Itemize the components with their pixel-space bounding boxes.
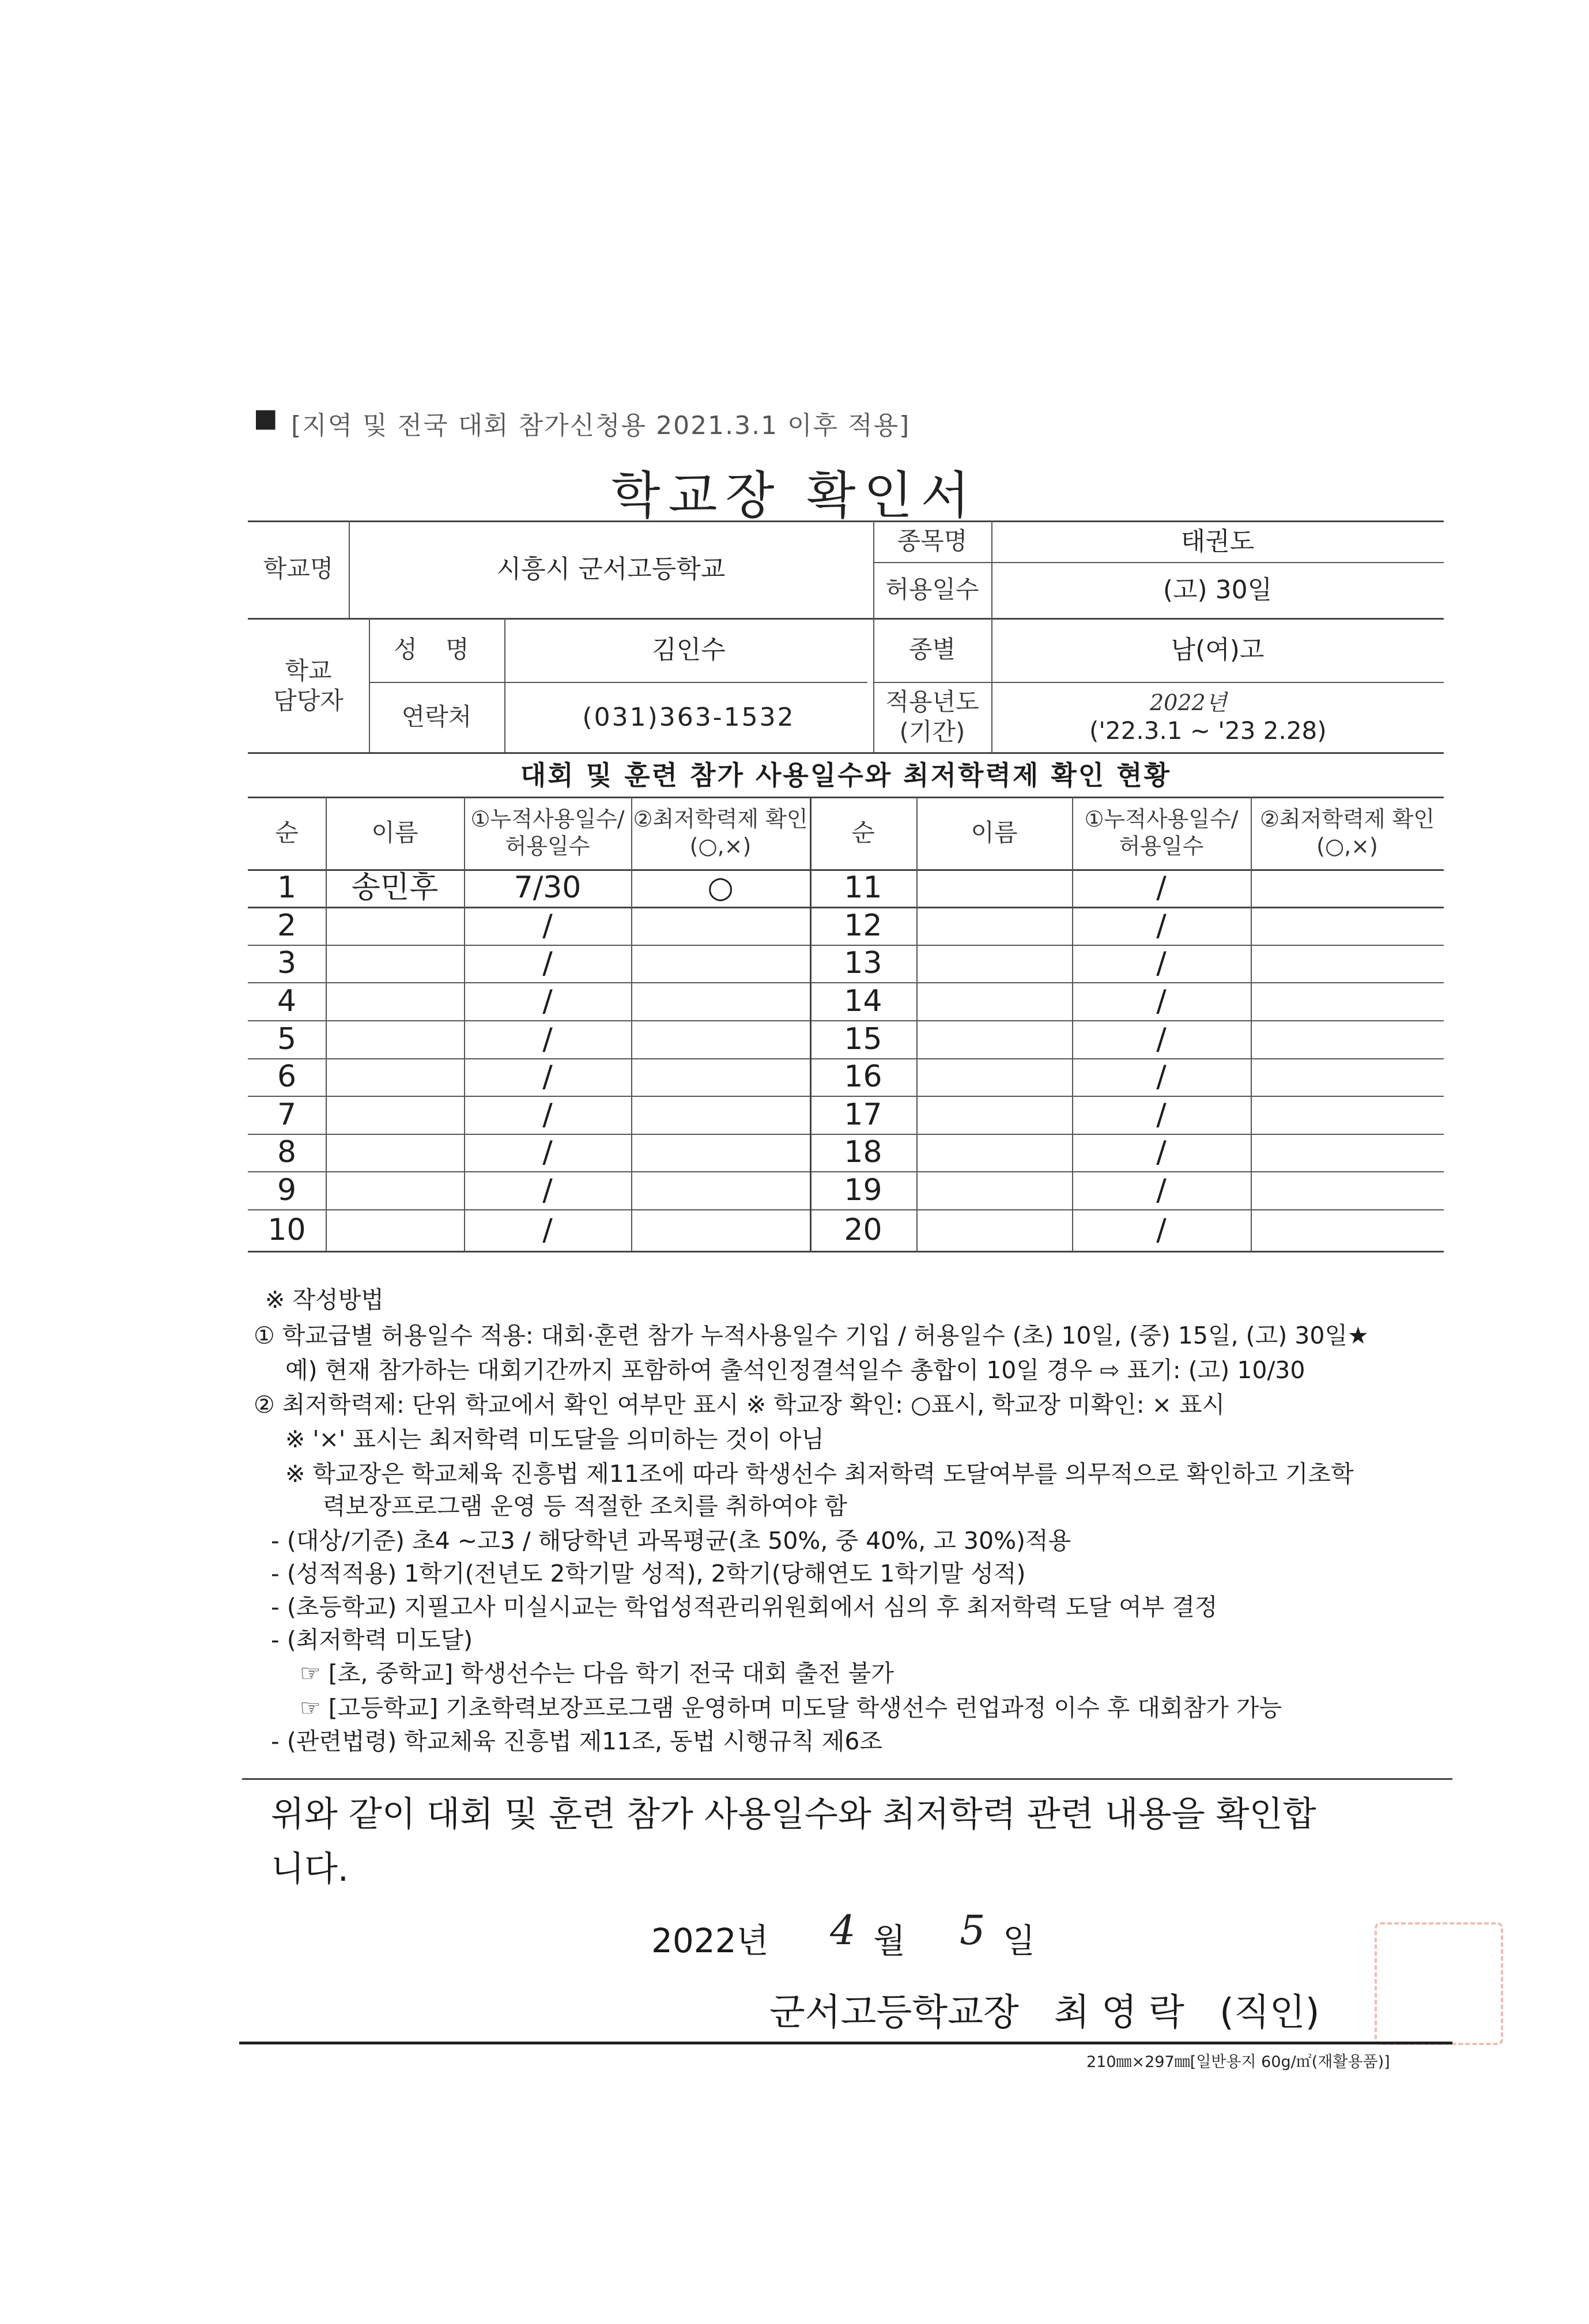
cell-no: 9 <box>277 1172 297 1208</box>
cell-no: 13 <box>844 946 882 980</box>
cell-academic <box>1251 1209 1444 1251</box>
cell-no: 18 <box>844 1135 882 1169</box>
cell-days: / <box>542 946 553 980</box>
notes-line-4: ※ '×' 표시는 최저학력 미도달을 의미하는 것이 아님 <box>285 1425 824 1453</box>
cell-days: / <box>542 1021 553 1057</box>
cell-name <box>916 1096 1072 1134</box>
gender-label: 종별 <box>908 635 956 664</box>
date-day-handwritten: 5 <box>960 1907 986 1954</box>
cell-days: / <box>542 1059 553 1094</box>
notes-line-11: ☞ [초, 중학교] 학생선수는 다음 학기 전국 대회 출전 불가 <box>300 1659 894 1687</box>
cell-no: 12 <box>844 908 882 943</box>
cell-academic <box>1251 982 1444 1020</box>
col-header-days-right: ①누적사용일수/ 허용일수 <box>1084 806 1239 859</box>
cell-name <box>326 907 464 945</box>
cell-no: 5 <box>277 1021 297 1057</box>
cell-days: / <box>1156 1059 1167 1094</box>
cell-name <box>916 1134 1072 1171</box>
cell-days: 7/30 <box>514 870 582 905</box>
cell-no: 8 <box>277 1135 297 1169</box>
allowed-days-label: 허용일수 <box>885 575 979 604</box>
notes-line-9: - (초등학교) 지필고사 미실시교는 학업성적관리위원회에서 심의 후 최저학력 도달 여부 결정 <box>271 1593 1218 1621</box>
cell-academic <box>631 982 810 1020</box>
year-label: 적용년도 (기간) <box>885 687 979 746</box>
cell-academic <box>631 1058 810 1096</box>
cell-academic <box>1251 1134 1444 1171</box>
cell-days: / <box>542 1135 553 1169</box>
confirm-line-2: 니다. <box>271 1849 349 1889</box>
cell-academic <box>631 1171 810 1209</box>
cell-days: / <box>542 983 553 1018</box>
cell-name <box>916 1209 1072 1251</box>
notes-line-1: ① 학교급별 허용일수 적용: 대회·훈련 참가 누적사용일수 기입 / 허용일수 (초) 10일, (중) 15일, (고) 30일★ <box>254 1322 1369 1349</box>
cell-name <box>326 982 464 1020</box>
cell-name <box>916 945 1072 982</box>
paper-spec: 210㎜×297㎜[일반용지 60g/㎡(재활용품)] <box>1086 2053 1390 2071</box>
cell-name <box>916 869 1072 907</box>
cell-name <box>916 1171 1072 1209</box>
phone-value: (031)363-1532 <box>582 702 795 732</box>
cell-no: 4 <box>277 983 297 1018</box>
cell-academic <box>1251 907 1444 945</box>
cell-name <box>326 1209 464 1251</box>
cell-name <box>916 1058 1072 1096</box>
cell-days: / <box>542 1172 553 1208</box>
cell-no: 16 <box>844 1059 882 1094</box>
allowed-days-value: (고) 30일 <box>1163 575 1273 605</box>
cell-days: / <box>1156 1172 1167 1208</box>
cell-days: / <box>542 1097 553 1132</box>
cell-name <box>916 907 1072 945</box>
notes-line-6: 력보장프로그램 운영 등 적절한 조치를 취하여야 함 <box>323 1492 847 1520</box>
school-label: 학교명 <box>263 554 334 583</box>
cell-name <box>326 945 464 982</box>
col-header-academic-right: ②최저학력제 확인(○,×) <box>1259 806 1435 859</box>
cell-name: 송민후 <box>351 870 439 905</box>
cell-academic <box>631 1134 810 1171</box>
year-handwritten: 2022년 <box>1150 690 1227 715</box>
name-label: 성 명 <box>394 635 480 664</box>
section-marker: ■ <box>254 403 278 433</box>
school-value: 시흥시 군서고등학교 <box>496 554 726 584</box>
cell-name <box>326 1020 464 1058</box>
cell-days: / <box>1156 1135 1167 1169</box>
cell-no: 6 <box>277 1059 297 1094</box>
phone-label: 연락처 <box>401 702 472 731</box>
cell-no: 14 <box>844 983 882 1018</box>
gender-value: 남(여)고 <box>1171 635 1265 665</box>
cell-days: / <box>1156 946 1167 980</box>
cell-name <box>326 1096 464 1134</box>
cell-academic <box>1251 1058 1444 1096</box>
cell-academic <box>631 907 810 945</box>
year-period: ('22.3.1 ~ '23 2.28) <box>1089 716 1327 745</box>
col-header-academic-left: ②최저학력제 확인(○,×) <box>633 806 808 859</box>
notes-line-8: - (성적적용) 1학기(전년도 2학기말 성적), 2학기(당해연도 1학기말 성적) <box>271 1560 1026 1587</box>
date-month-unit: 월 <box>873 1921 906 1960</box>
cell-no: 3 <box>277 946 297 980</box>
cell-academic <box>1251 869 1444 907</box>
notes-heading: ※ 작성방법 <box>265 1286 384 1314</box>
date-year: 2022년 <box>651 1921 769 1960</box>
notes-line-12: ☞ [고등학교] 기초학력보장프로그램 운영하며 미도달 학생선수 런업과정 이수 후 대회참가 가능 <box>300 1694 1282 1722</box>
cell-academic <box>631 1020 810 1058</box>
cell-academic <box>631 1209 810 1251</box>
cell-days: / <box>1156 870 1167 905</box>
cell-name <box>326 1058 464 1096</box>
cell-no: 7 <box>277 1097 297 1132</box>
signer-line: 군서고등학교장 최 영 락 (직인) <box>769 1991 1320 2034</box>
notes-line-13: - (관련법령) 학교체육 진흥법 제11조, 동법 시행규칙 제6조 <box>271 1727 883 1755</box>
cell-no: 1 <box>277 870 297 905</box>
cell-no: 2 <box>277 908 297 943</box>
cell-name <box>916 982 1072 1020</box>
cell-academic <box>1251 945 1444 982</box>
cell-days: / <box>542 908 553 943</box>
status-table-title: 대회 및 훈련 참가 사용일수와 최저학력제 확인 현황 <box>520 760 1172 791</box>
name-value: 김인수 <box>652 635 726 665</box>
cell-academic <box>1251 1020 1444 1058</box>
col-header-name-right: 이름 <box>971 818 1018 847</box>
notes-line-3: ② 최저학력제: 단위 학교에서 확인 여부만 표시 ※ 학교장 확인: ○표시, 학교장 미확인: × 표시 <box>254 1391 1225 1418</box>
cell-days: / <box>1156 1212 1167 1247</box>
official-seal <box>1375 1922 1503 2045</box>
cell-no: 20 <box>844 1212 882 1247</box>
cell-academic <box>631 945 810 982</box>
cell-days: / <box>1156 983 1167 1018</box>
cell-academic <box>631 1096 810 1134</box>
cell-days: / <box>1156 908 1167 943</box>
col-header-no-right: 순 <box>851 818 875 847</box>
cell-days: / <box>1156 1021 1167 1057</box>
notes-line-2: 예) 현재 참가하는 대회기간까지 포함하여 출석인정결석일수 총합이 10일 경우 ⇨ 표기: (고) 10/30 <box>285 1356 1305 1384</box>
col-header-days-left: ①누적사용일수/ 허용일수 <box>470 806 625 859</box>
cell-name <box>916 1020 1072 1058</box>
col-header-no-left: 순 <box>275 818 299 847</box>
cell-no: 15 <box>844 1021 882 1057</box>
event-label: 종목명 <box>897 526 968 555</box>
usage-note: [지역 및 전국 대회 참가신청용 2021.3.1 이후 적용] <box>291 411 911 440</box>
notes-line-7: - (대상/기준) 초4 ~고3 / 해당학년 과목평균(초 50%, 중 40%, 고 30%)적용 <box>271 1527 1071 1555</box>
cell-days: / <box>542 1212 553 1247</box>
notes-line-10: - (최저학력 미도달) <box>271 1626 473 1654</box>
document-title: 학교장 확인서 <box>611 466 978 525</box>
cell-name <box>326 1134 464 1171</box>
date-day-unit: 일 <box>1003 1921 1036 1960</box>
cell-name <box>326 1171 464 1209</box>
date-month-handwritten: 4 <box>830 1907 856 1954</box>
cell-no: 10 <box>267 1212 306 1247</box>
cell-academic <box>1251 1171 1444 1209</box>
cell-no: 17 <box>844 1097 882 1132</box>
contact-group-label: 학교 담당자 <box>273 656 344 715</box>
cell-days: / <box>1156 1097 1167 1132</box>
cell-no: 11 <box>844 870 882 905</box>
notes-line-5: ※ 학교장은 학교체육 진흥법 제11조에 따라 학생선수 최저학력 도달여부를 의무적으로 확인하고 기초학 <box>285 1460 1354 1488</box>
event-value: 태권도 <box>1180 526 1255 556</box>
cell-academic <box>1251 1096 1444 1134</box>
cell-no: 19 <box>844 1172 882 1208</box>
confirm-line-1: 위와 같이 대회 및 훈련 참가 사용일수와 최저학력 관련 내용을 확인합 <box>271 1794 1316 1835</box>
col-header-name-left: 이름 <box>371 818 418 847</box>
cell-academic: ○ <box>707 870 734 905</box>
